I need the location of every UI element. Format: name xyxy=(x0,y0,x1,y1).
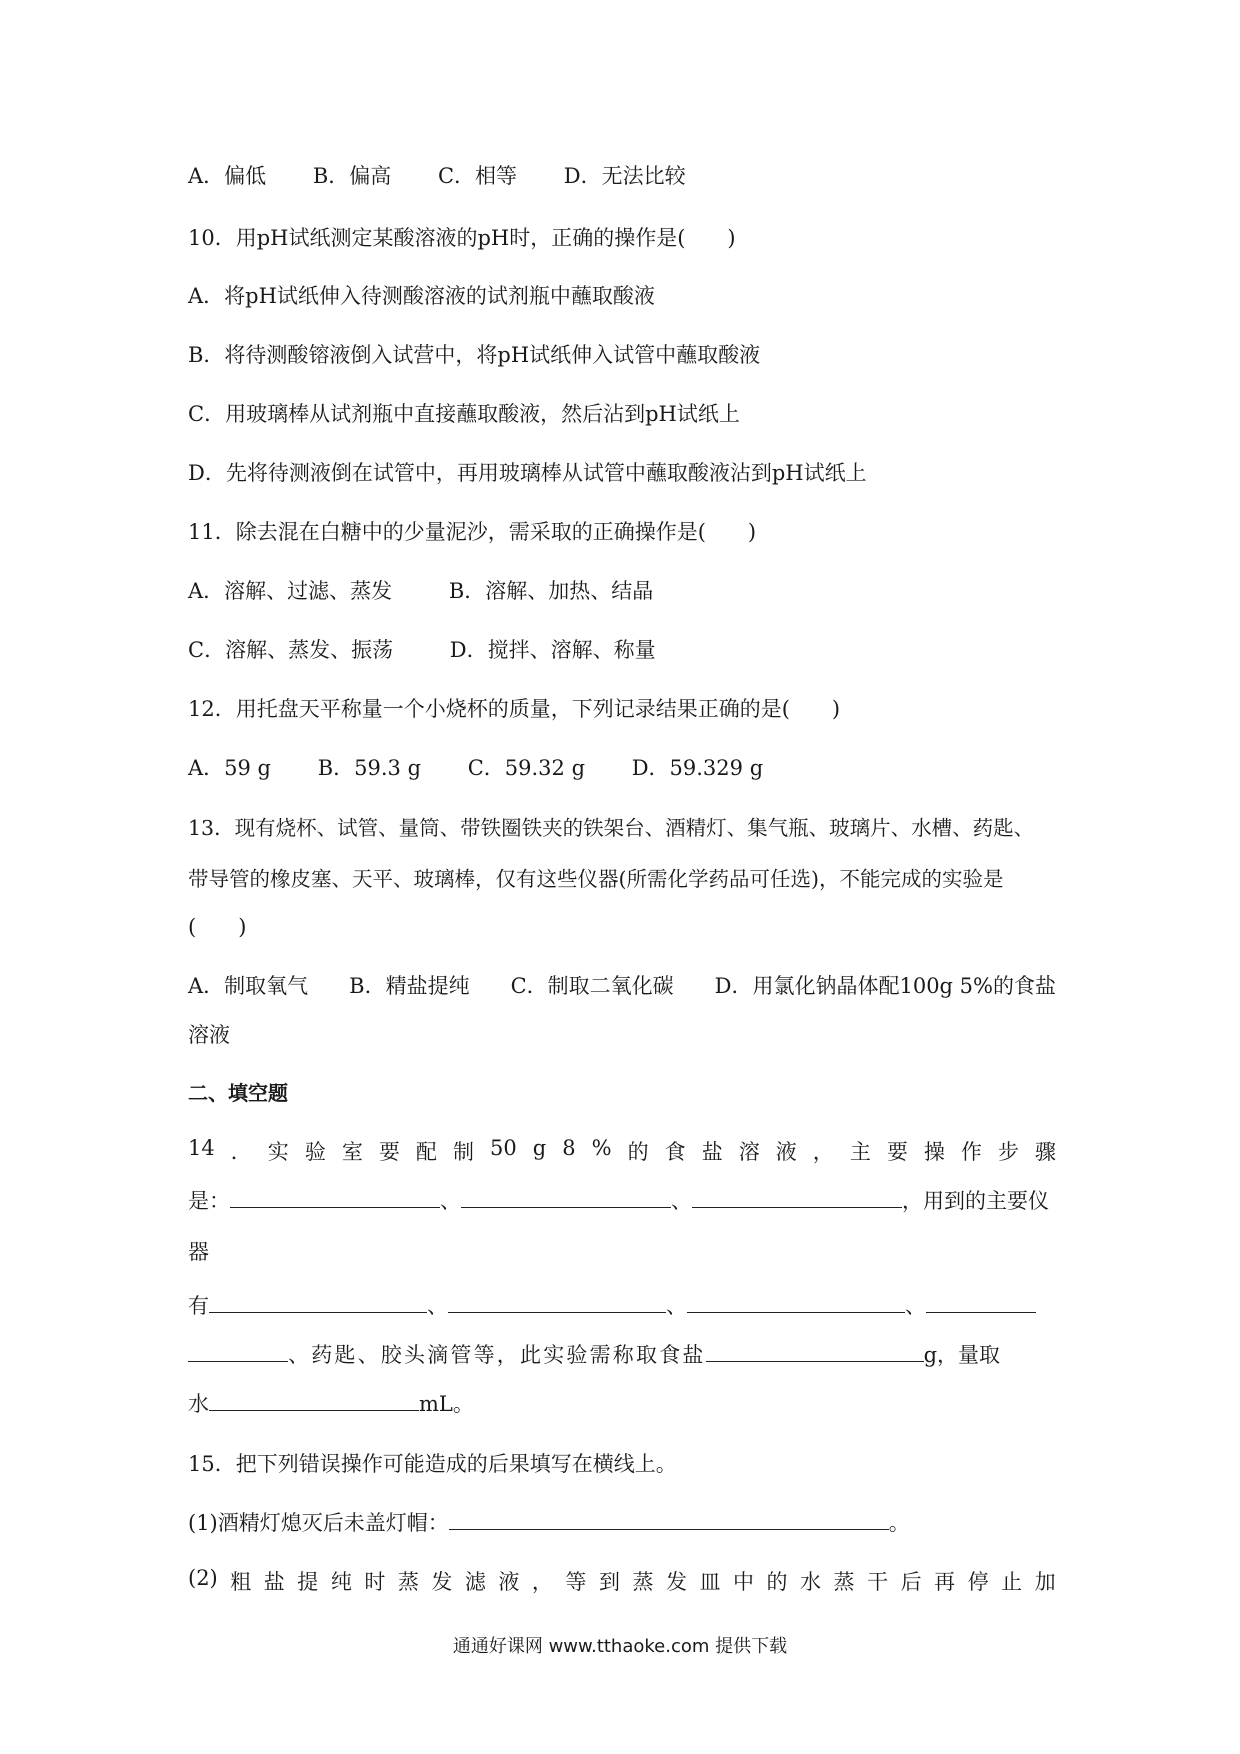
q13-options xyxy=(188,970,1056,1000)
q14-line5 xyxy=(188,1339,1000,1369)
q9-option-d: D．无法比较 xyxy=(563,164,686,188)
q14-char: 14 xyxy=(188,1136,215,1160)
answer-blank[interactable] xyxy=(449,1507,889,1530)
q14-line2 xyxy=(188,1185,1049,1215)
q14-you: 有 xyxy=(188,1294,209,1318)
q14-char: 骤 xyxy=(1034,1140,1056,1164)
answer-blank[interactable] xyxy=(706,1339,924,1362)
q14-char: 验 xyxy=(304,1140,326,1164)
q14-tail1: ，用到的主要仪 xyxy=(902,1189,1049,1213)
answer-blank[interactable] xyxy=(687,1290,905,1313)
q14-char: 50 xyxy=(489,1136,517,1160)
q15-char: 等 xyxy=(565,1570,587,1594)
q11-options-row1 xyxy=(188,575,693,605)
q14-shi: 是： xyxy=(188,1189,230,1213)
q14-char: 盐 xyxy=(701,1140,723,1164)
q14-char: ． xyxy=(230,1140,252,1164)
q15-char: 到 xyxy=(598,1570,620,1594)
q15-item1-label: (1)酒精灯熄灭后未盖灯帽： xyxy=(188,1511,449,1535)
q9-option-a: A．偏低 xyxy=(188,164,267,188)
answer-blank[interactable] xyxy=(926,1290,1036,1313)
q11-stem: 11．除去混在白糖中的少量泥沙，需采取的正确操作是( ) xyxy=(188,520,757,544)
q14-char: 液 xyxy=(775,1140,797,1164)
q9-option-c: C．相等 xyxy=(437,164,518,188)
answer-blank[interactable] xyxy=(448,1290,666,1313)
separator: 、 xyxy=(427,1294,448,1318)
q11-option-d: D．搅拌、溶解、称量 xyxy=(449,638,656,662)
q14-shui: 水 xyxy=(188,1392,209,1416)
q14-char: 作 xyxy=(960,1140,982,1164)
q13-option-b: B．精盐提纯 xyxy=(349,974,470,998)
q15-char: 蒸 xyxy=(833,1570,855,1594)
q15-char: 皿 xyxy=(699,1570,721,1594)
answer-blank[interactable] xyxy=(188,1339,288,1362)
q14-char: 食 xyxy=(664,1140,686,1164)
q11-option-b: B．溶解、加热、结晶 xyxy=(448,579,654,603)
q14-char: 室 xyxy=(341,1140,363,1164)
q14-char: 8 xyxy=(562,1136,576,1160)
q10-option-a: A．将pH试纸伸入待测酸溶液的试剂瓶中蘸取酸液 xyxy=(188,284,655,308)
q12-stem: 12．用托盘天平称量一个小烧杯的质量，下列记录结果正确的是( ) xyxy=(188,697,841,721)
q14-g-unit: g，量取 xyxy=(923,1343,1001,1367)
q12-options xyxy=(188,752,803,782)
section-title: 二、填空题 xyxy=(188,1081,288,1105)
q13-option-c: C．制取二氧化碳 xyxy=(510,974,674,998)
q15-char: 的 xyxy=(766,1570,788,1594)
q15-char: 干 xyxy=(867,1570,889,1594)
q14-line1 xyxy=(188,1136,1056,1166)
q11-option-a: A．溶解、过滤、蒸发 xyxy=(188,579,393,603)
q14-char: 步 xyxy=(997,1140,1019,1164)
q15-char: 后 xyxy=(900,1570,922,1594)
q14-qi: 器 xyxy=(188,1240,209,1264)
q15-stem: 15．把下列错误操作可能造成的后果填写在横线上。 xyxy=(188,1452,677,1476)
q14-char: % xyxy=(591,1136,612,1160)
q12-option-d: D．59.329 g xyxy=(631,756,764,780)
q15-char: 加 xyxy=(1034,1570,1056,1594)
q14-char: g xyxy=(532,1136,547,1160)
q13-line1: 13．现有烧杯、试管、量筒、带铁圈铁夹的铁架台、酒精灯、集气瓶、玻璃片、水槽、药匙、 xyxy=(188,816,1035,840)
q14-char: ， xyxy=(812,1140,834,1164)
q15-char: 止 xyxy=(1001,1570,1023,1594)
separator: 、 xyxy=(905,1294,926,1318)
q10-option-b: B．将待测酸镕液倒入试营中，将pH试纸伸入试管中蘸取酸液 xyxy=(188,343,761,367)
answer-blank[interactable] xyxy=(692,1185,902,1208)
q10-stem: 10．用pH试纸测定某酸溶液的pH时，正确的操作是( ) xyxy=(188,226,736,250)
q14-char: 溶 xyxy=(738,1140,760,1164)
q12-option-a: A．59 g xyxy=(188,756,272,780)
answer-blank[interactable] xyxy=(461,1185,671,1208)
q14-char: 配 xyxy=(415,1140,437,1164)
q14-char: 的 xyxy=(627,1140,649,1164)
answer-blank[interactable] xyxy=(209,1388,419,1411)
q13-option-d: D．用氯化钠晶体配100g 5%的食盐 xyxy=(714,974,1056,998)
q14-char: 主 xyxy=(849,1140,871,1164)
q15-char: 蒸 xyxy=(397,1570,419,1594)
separator: 、 xyxy=(666,1294,687,1318)
q14-line6 xyxy=(188,1388,474,1418)
q11-option-c: C．溶解、蒸发、振荡 xyxy=(188,638,394,662)
q14-char: 实 xyxy=(267,1140,289,1164)
q14-ml-unit: mL。 xyxy=(419,1392,474,1416)
separator: 、 xyxy=(671,1189,692,1213)
q10-option-d: D．先将待测液倒在试管中，再用玻璃棒从试管中蘸取酸液沾到pH试纸上 xyxy=(188,461,867,485)
q9-option-b: B．偏高 xyxy=(312,164,392,188)
q11-options-row2 xyxy=(188,634,696,664)
q12-option-c: C．59.32 g xyxy=(467,756,586,780)
q15-char: 发 xyxy=(665,1570,687,1594)
q13-option-tail: 溶液 xyxy=(188,1023,230,1047)
q15-char: 中 xyxy=(733,1570,754,1594)
q15-char: 提 xyxy=(297,1570,319,1594)
q15-char: 停 xyxy=(967,1570,989,1594)
q9-options xyxy=(188,160,726,190)
q15-char: 液 xyxy=(498,1570,520,1594)
q14-char: 制 xyxy=(452,1140,474,1164)
q10-option-c: C．用玻璃棒从试剂瓶中直接蘸取酸液，然后沾到pH试纸上 xyxy=(188,402,740,426)
answer-blank[interactable] xyxy=(230,1185,440,1208)
q15-char: 水 xyxy=(800,1570,822,1594)
q15-char: 发 xyxy=(431,1570,453,1594)
page-footer: 通通好课网 www.tthaoke.com 提供下载 xyxy=(452,1636,788,1657)
q14-line4 xyxy=(188,1290,1036,1320)
q15-char: ， xyxy=(531,1570,553,1594)
q14-char: 要 xyxy=(378,1140,400,1164)
q12-option-b: B．59.3 g xyxy=(317,756,422,780)
answer-blank[interactable] xyxy=(209,1290,427,1313)
q15-item1 xyxy=(188,1507,910,1537)
separator: 、 xyxy=(440,1189,461,1213)
q15-char: (2) xyxy=(188,1566,218,1590)
q15-char: 纯 xyxy=(330,1570,352,1594)
q14-char: 操 xyxy=(923,1140,945,1164)
q13-line2: 带导管的橡皮塞、天平、玻璃棒，仅有这些仪器(所需化学药品可任选)，不能完成的实验是 xyxy=(188,867,1004,891)
q15-char: 滤 xyxy=(464,1570,486,1594)
q14-tail2: 、药匙、胶头滴管等，此实验需称取食盐 xyxy=(288,1343,706,1367)
q15-char: 蒸 xyxy=(632,1570,654,1594)
q14-char: 要 xyxy=(886,1140,908,1164)
q15-char: 再 xyxy=(934,1570,956,1594)
q13-option-a: A．制取氧气 xyxy=(188,974,309,998)
q15-item2 xyxy=(188,1566,1056,1596)
q15-char: 时 xyxy=(364,1570,386,1594)
q15-char: 粗 xyxy=(230,1570,252,1594)
q15-char: 盐 xyxy=(263,1570,285,1594)
q15-item1-end: 。 xyxy=(888,1511,910,1535)
q13-line3: ( ) xyxy=(188,915,247,939)
